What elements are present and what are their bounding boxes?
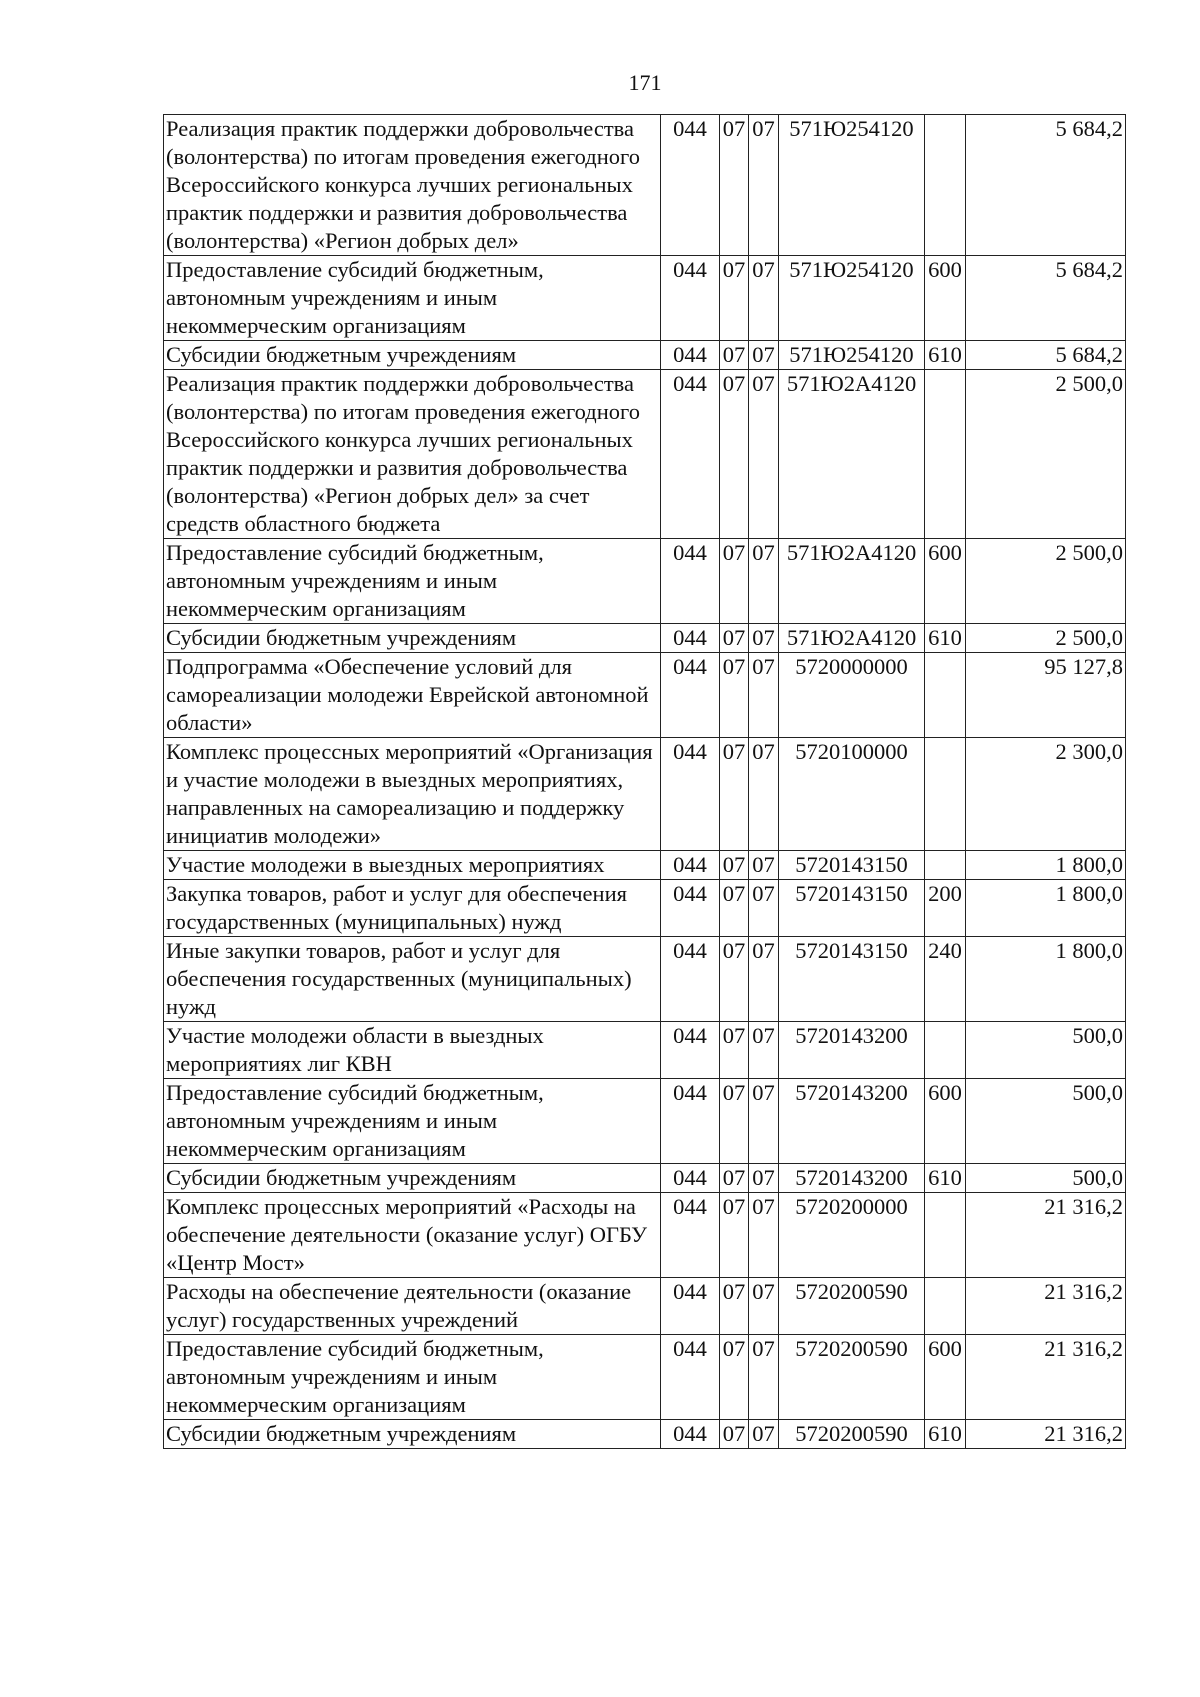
row-amount-cell: 500,0 xyxy=(966,1164,1126,1193)
row-target-article-cell: 5720143200 xyxy=(779,1079,925,1164)
row-name-cell: Комплекс процессных мероприятий «Организация и участие молодежи в выездных мероприятиях, направленных на самореализацию и поддержку инициатив молодежи» xyxy=(164,738,661,851)
row-name-cell: Расходы на обеспечение деятельности (оказание услуг) государственных учреждений xyxy=(164,1278,661,1335)
row-amount-cell: 1 800,0 xyxy=(966,851,1126,880)
row-section-cell: 07 xyxy=(720,1193,749,1278)
page-number: 171 xyxy=(628,70,662,95)
row-amount-cell: 500,0 xyxy=(966,1022,1126,1079)
row-section-cell: 07 xyxy=(720,256,749,341)
row-section-cell: 07 xyxy=(720,341,749,370)
row-amount-cell: 21 316,2 xyxy=(966,1278,1126,1335)
row-target-article-cell: 571Ю2А4120 xyxy=(779,370,925,539)
row-expense-type-cell: 610 xyxy=(925,1164,966,1193)
row-section-cell: 07 xyxy=(720,880,749,937)
row-expense-type-cell xyxy=(925,115,966,256)
row-expense-type-cell xyxy=(925,370,966,539)
row-target-article-cell: 5720143200 xyxy=(779,1164,925,1193)
row-target-article-cell: 5720143150 xyxy=(779,937,925,1022)
table-row xyxy=(164,880,1126,937)
row-expense-type-cell xyxy=(925,1022,966,1079)
table-row xyxy=(164,1079,1126,1164)
table-row xyxy=(164,1278,1126,1335)
row-expense-type-cell xyxy=(925,851,966,880)
row-section-cell: 07 xyxy=(720,1164,749,1193)
row-name-cell: Предоставление субсидий бюджетным, автономным учреждениям и иным некоммерческим организациям xyxy=(164,539,661,624)
row-admin-code-cell: 044 xyxy=(661,653,720,738)
table-row xyxy=(164,539,1126,624)
row-section-cell: 07 xyxy=(720,1420,749,1449)
row-amount-cell: 21 316,2 xyxy=(966,1335,1126,1420)
row-name-cell: Реализация практик поддержки добровольчества (волонтерства) по итогам проведения ежегодного Всероссийского конкурса лучших региональных практик поддержки и развития добровольчества (волонтерства) «Регион добрых дел» за счет средств областного бюджета xyxy=(164,370,661,539)
row-admin-code-cell: 044 xyxy=(661,738,720,851)
row-admin-code-cell: 044 xyxy=(661,1335,720,1420)
row-admin-code-cell: 044 xyxy=(661,851,720,880)
row-admin-code-cell: 044 xyxy=(661,1278,720,1335)
row-expense-type-cell: 200 xyxy=(925,880,966,937)
row-name-cell: Реализация практик поддержки добровольчества (волонтерства) по итогам проведения ежегодного Всероссийского конкурса лучших региональных практик поддержки и развития добровольчества (волонтерства) «Регион добрых дел» xyxy=(164,115,661,256)
row-subsection-cell: 07 xyxy=(749,1278,779,1335)
table-row xyxy=(164,1335,1126,1420)
row-target-article-cell: 571Ю2А4120 xyxy=(779,539,925,624)
row-admin-code-cell: 044 xyxy=(661,624,720,653)
row-section-cell: 07 xyxy=(720,653,749,738)
row-amount-cell: 21 316,2 xyxy=(966,1193,1126,1278)
row-name-cell: Подпрограмма «Обеспечение условий для самореализации молодежи Еврейской автономной области» xyxy=(164,653,661,738)
row-subsection-cell: 07 xyxy=(749,653,779,738)
row-name-cell: Предоставление субсидий бюджетным, автономным учреждениям и иным некоммерческим организациям xyxy=(164,1335,661,1420)
row-target-article-cell: 5720200000 xyxy=(779,1193,925,1278)
budget-table-body xyxy=(164,115,1126,1449)
row-target-article-cell: 5720200590 xyxy=(779,1335,925,1420)
row-admin-code-cell: 044 xyxy=(661,341,720,370)
row-name-cell: Участие молодежи области в выездных мероприятиях лиг КВН xyxy=(164,1022,661,1079)
row-subsection-cell: 07 xyxy=(749,738,779,851)
row-section-cell: 07 xyxy=(720,738,749,851)
row-subsection-cell: 07 xyxy=(749,624,779,653)
row-amount-cell: 1 800,0 xyxy=(966,880,1126,937)
table-row xyxy=(164,624,1126,653)
row-section-cell: 07 xyxy=(720,1079,749,1164)
row-target-article-cell: 5720200590 xyxy=(779,1420,925,1449)
row-admin-code-cell: 044 xyxy=(661,1164,720,1193)
row-expense-type-cell xyxy=(925,653,966,738)
table-row xyxy=(164,341,1126,370)
row-subsection-cell: 07 xyxy=(749,880,779,937)
table-row xyxy=(164,1164,1126,1193)
row-name-cell: Субсидии бюджетным учреждениям xyxy=(164,1420,661,1449)
row-section-cell: 07 xyxy=(720,937,749,1022)
row-section-cell: 07 xyxy=(720,1335,749,1420)
row-amount-cell: 2 500,0 xyxy=(966,370,1126,539)
row-amount-cell: 5 684,2 xyxy=(966,115,1126,256)
row-admin-code-cell: 044 xyxy=(661,1022,720,1079)
table-row xyxy=(164,1022,1126,1079)
row-name-cell: Закупка товаров, работ и услуг для обеспечения государственных (муниципальных) нужд xyxy=(164,880,661,937)
row-expense-type-cell: 600 xyxy=(925,1335,966,1420)
row-subsection-cell: 07 xyxy=(749,1193,779,1278)
row-amount-cell: 5 684,2 xyxy=(966,256,1126,341)
table-row xyxy=(164,115,1126,256)
table-row xyxy=(164,1193,1126,1278)
row-name-cell: Предоставление субсидий бюджетным, автономным учреждениям и иным некоммерческим организациям xyxy=(164,256,661,341)
row-subsection-cell: 07 xyxy=(749,115,779,256)
row-expense-type-cell: 600 xyxy=(925,539,966,624)
row-expense-type-cell: 600 xyxy=(925,1079,966,1164)
row-target-article-cell: 571Ю254120 xyxy=(779,341,925,370)
row-amount-cell: 2 500,0 xyxy=(966,539,1126,624)
row-amount-cell: 500,0 xyxy=(966,1079,1126,1164)
row-target-article-cell: 5720100000 xyxy=(779,738,925,851)
row-name-cell: Субсидии бюджетным учреждениям xyxy=(164,1164,661,1193)
row-section-cell: 07 xyxy=(720,115,749,256)
row-expense-type-cell: 240 xyxy=(925,937,966,1022)
row-expense-type-cell: 610 xyxy=(925,624,966,653)
row-subsection-cell: 07 xyxy=(749,341,779,370)
row-amount-cell: 2 500,0 xyxy=(966,624,1126,653)
row-target-article-cell: 5720200590 xyxy=(779,1278,925,1335)
row-subsection-cell: 07 xyxy=(749,1164,779,1193)
budget-table xyxy=(163,114,1126,1449)
row-section-cell: 07 xyxy=(720,1278,749,1335)
row-name-cell: Комплекс процессных мероприятий «Расходы на обеспечение деятельности (оказание услуг) ОГБУ «Центр Мост» xyxy=(164,1193,661,1278)
row-admin-code-cell: 044 xyxy=(661,256,720,341)
row-subsection-cell: 07 xyxy=(749,256,779,341)
row-target-article-cell: 571Ю254120 xyxy=(779,115,925,256)
row-expense-type-cell: 610 xyxy=(925,1420,966,1449)
row-target-article-cell: 571Ю2А4120 xyxy=(779,624,925,653)
row-subsection-cell: 07 xyxy=(749,851,779,880)
row-name-cell: Субсидии бюджетным учреждениям xyxy=(164,341,661,370)
row-section-cell: 07 xyxy=(720,539,749,624)
table-row xyxy=(164,851,1126,880)
row-target-article-cell: 571Ю254120 xyxy=(779,256,925,341)
row-name-cell: Предоставление субсидий бюджетным, автономным учреждениям и иным некоммерческим организациям xyxy=(164,1079,661,1164)
row-target-article-cell: 5720143200 xyxy=(779,1022,925,1079)
row-subsection-cell: 07 xyxy=(749,1079,779,1164)
row-name-cell: Субсидии бюджетным учреждениям xyxy=(164,624,661,653)
row-section-cell: 07 xyxy=(720,851,749,880)
row-name-cell: Участие молодежи в выездных мероприятиях xyxy=(164,851,661,880)
row-section-cell: 07 xyxy=(720,370,749,539)
row-amount-cell: 95 127,8 xyxy=(966,653,1126,738)
table-row xyxy=(164,256,1126,341)
row-admin-code-cell: 044 xyxy=(661,1079,720,1164)
row-admin-code-cell: 044 xyxy=(661,370,720,539)
row-section-cell: 07 xyxy=(720,624,749,653)
row-section-cell: 07 xyxy=(720,1022,749,1079)
row-expense-type-cell xyxy=(925,1278,966,1335)
table-row xyxy=(164,653,1126,738)
row-target-article-cell: 5720143150 xyxy=(779,880,925,937)
table-row xyxy=(164,1420,1126,1449)
row-subsection-cell: 07 xyxy=(749,1335,779,1420)
row-target-article-cell: 5720000000 xyxy=(779,653,925,738)
row-amount-cell: 2 300,0 xyxy=(966,738,1126,851)
row-name-cell: Иные закупки товаров, работ и услуг для обеспечения государственных (муниципальных) нужд xyxy=(164,937,661,1022)
row-admin-code-cell: 044 xyxy=(661,880,720,937)
row-subsection-cell: 07 xyxy=(749,1022,779,1079)
row-admin-code-cell: 044 xyxy=(661,115,720,256)
row-subsection-cell: 07 xyxy=(749,539,779,624)
row-target-article-cell: 5720143150 xyxy=(779,851,925,880)
table-row xyxy=(164,738,1126,851)
table-row xyxy=(164,937,1126,1022)
row-admin-code-cell: 044 xyxy=(661,1193,720,1278)
row-subsection-cell: 07 xyxy=(749,1420,779,1449)
row-subsection-cell: 07 xyxy=(749,937,779,1022)
row-expense-type-cell xyxy=(925,738,966,851)
row-admin-code-cell: 044 xyxy=(661,1420,720,1449)
table-row xyxy=(164,370,1126,539)
row-admin-code-cell: 044 xyxy=(661,539,720,624)
row-amount-cell: 5 684,2 xyxy=(966,341,1126,370)
row-amount-cell: 1 800,0 xyxy=(966,937,1126,1022)
row-subsection-cell: 07 xyxy=(749,370,779,539)
row-expense-type-cell: 600 xyxy=(925,256,966,341)
row-admin-code-cell: 044 xyxy=(661,937,720,1022)
row-amount-cell: 21 316,2 xyxy=(966,1420,1126,1449)
row-expense-type-cell: 610 xyxy=(925,341,966,370)
row-expense-type-cell xyxy=(925,1193,966,1278)
